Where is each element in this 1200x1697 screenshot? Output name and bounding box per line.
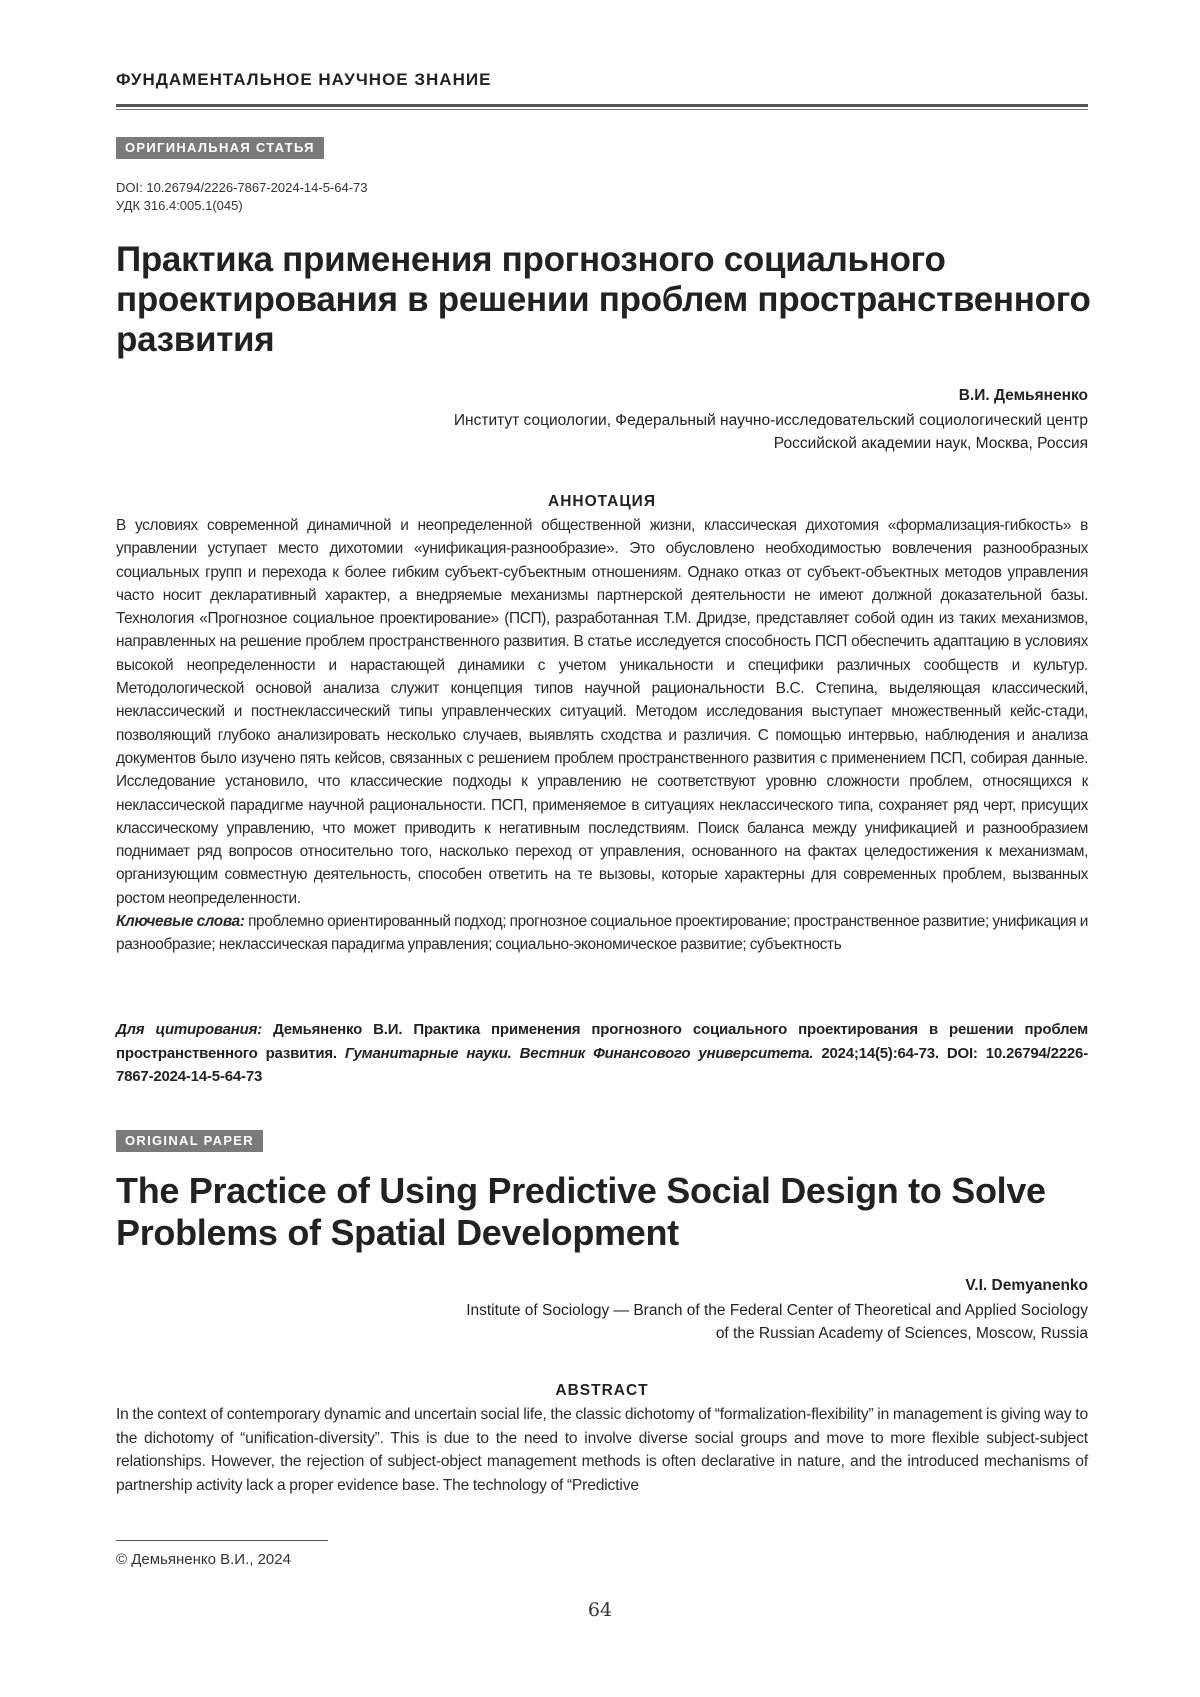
copyright-footnote: © Демьяненко В.И., 2024 [116, 1551, 291, 1568]
article-title-en: The Practice of Using Predictive Social Design to Solve Problems of Spatial Development [116, 1170, 1046, 1253]
header-rule-thick [116, 104, 1088, 107]
affiliation-line-1-ru: Институт социологии, Федеральный научно-исследовательский социологический центр [453, 412, 1088, 429]
article-title-ru: Практика применения прогнозного социального проектирования в решении проблем пространственного развития [116, 240, 1091, 359]
header-rule-thin [116, 109, 1088, 110]
keywords-label: Ключевые слова: [116, 913, 245, 931]
author-affiliation-en [466, 1299, 1088, 1345]
citation-block [116, 1018, 1088, 1089]
abstract-heading: ABSTRACT [555, 1382, 649, 1399]
article-type-badge-ru: ОРИГИНАЛЬНАЯ СТАТЬЯ [116, 137, 324, 159]
author-name-en: V.I. Demyanenko [965, 1277, 1088, 1294]
affiliation-line-2-ru: Российской академии наук, Москва, Россия [773, 435, 1088, 452]
author-name-ru: В.И. Демьяненко [958, 387, 1088, 404]
affiliation-line-1-en: Institute of Sociology — Branch of the Federal Center of Theoretical and Applied Sociology [466, 1302, 1088, 1319]
keywords-list: проблемно ориентированный подход; прогнозное социальное проектирование; пространственное развитие; унификация и разнообразие; неклассическая парадигма управления; социально-экономическое развитие; субъектность [116, 913, 1088, 954]
page-number: 64 [587, 1599, 613, 1621]
doi-line: DOI: 10.26794/2226-7867-2024-14-5-64-73 [116, 180, 368, 195]
annotation-text: В условиях современной динамичной и неопределенной общественной жизни, классическая дихотомия «формализация-гибкость» в управлении уступает место дихотомии «унификация-разнообразие». Это обусловлено необходимостью вовлечения разнообразных социальных групп и перехода к более гибким субъект-субъектным отношениям. Однако отказ от субъект-объектных методов управления часто носит декларативный характер, а внедряемые механизмы партнерской деятельности не имеют должной доказательной базы. Технология «Прогнозное социальное проектирование» (ПСП), разработанная Т.М. Дридзе, представляет собой один из таких механизмов, направленных на решение проблем пространственного развития. В статье исследуется способность ПСП обеспечить адаптацию в условиях высокой неопределенности и нарастающей динамики с учетом уникальности и специфики различных сообществ и культур. Методологической основой анализа служит концепция типов научной рациональности В.С. Степина, выделяющая классический, неклассический и постнеклассический типы управленческих ситуаций. Методом исследования выступает множественный кейс-стади, позволяющий глубоко анализировать несколько случаев, выявлять сходства и различия. С помощью интервью, наблюдения и анализа документов было изучено пять кейсов, связанных с решением проблем пространственного развития с применением ПСП, собирая данные. Исследование установило, что классические подходы к управлению не соответствуют уровню сложности проблем, относящихся к неклассической парадигме научной рациональности. ПСП, применяемое в ситуациях неклассического типа, сохраняет ряд черт, присущих классическому управлению, что может приводить к негативным последствиям. Поиск баланса между унификацией и разнообразием поднимает ряд вопросов относительно того, насколько переход от управления, основанного на фактах целедостижения к механизмам, организующим совместную деятельность, способен ответить на те вызовы, которые характерны для современных проблем, вызванных ростом неопределенности. [116, 517, 1088, 907]
affiliation-line-2-en: of the Russian Academy of Sciences, Moscow, Russia [715, 1325, 1088, 1342]
abstract-body: In the context of contemporary dynamic and uncertain social life, the classic dichotomy of “formalization-flexibility” in management is giving way to the dichotomy of “unification-diversity”. This is due to the need to involve diverse social groups and move to more flexible subject-subject relationships. However, the rejection of subject-object management methods is often declarative in nature, and the introduced mechanisms of partnership activity lack a proper evidence base. The technology of “Predictive [116, 1406, 1088, 1494]
author-affiliation-ru [454, 409, 1088, 455]
footnote-rule [116, 1540, 328, 1541]
citation-label: Для цитирования: [116, 1021, 262, 1038]
citation-journal: Гуманитарные науки. Вестник Финансового университета. [344, 1044, 814, 1062]
citation-details: 2024;14(5):64-73. DOI: 10.26794/2226-7867-2024-14-5-64-73 [116, 1044, 1088, 1085]
udk-line: УДК 316.4:005.1(045) [116, 198, 243, 213]
citation-text: Демьяненко В.И. Практика применения прогнозного социального проектирования в решении проблем пространственного развития. [116, 1021, 1089, 1062]
journal-section-header: ФУНДАМЕНТАЛЬНОЕ НАУЧНОЕ ЗНАНИЕ [116, 70, 492, 89]
annotation-body [116, 514, 1088, 957]
annotation-heading: АННОТАЦИЯ [548, 493, 656, 510]
article-type-badge-en: ORIGINAL PAPER [116, 1130, 263, 1152]
